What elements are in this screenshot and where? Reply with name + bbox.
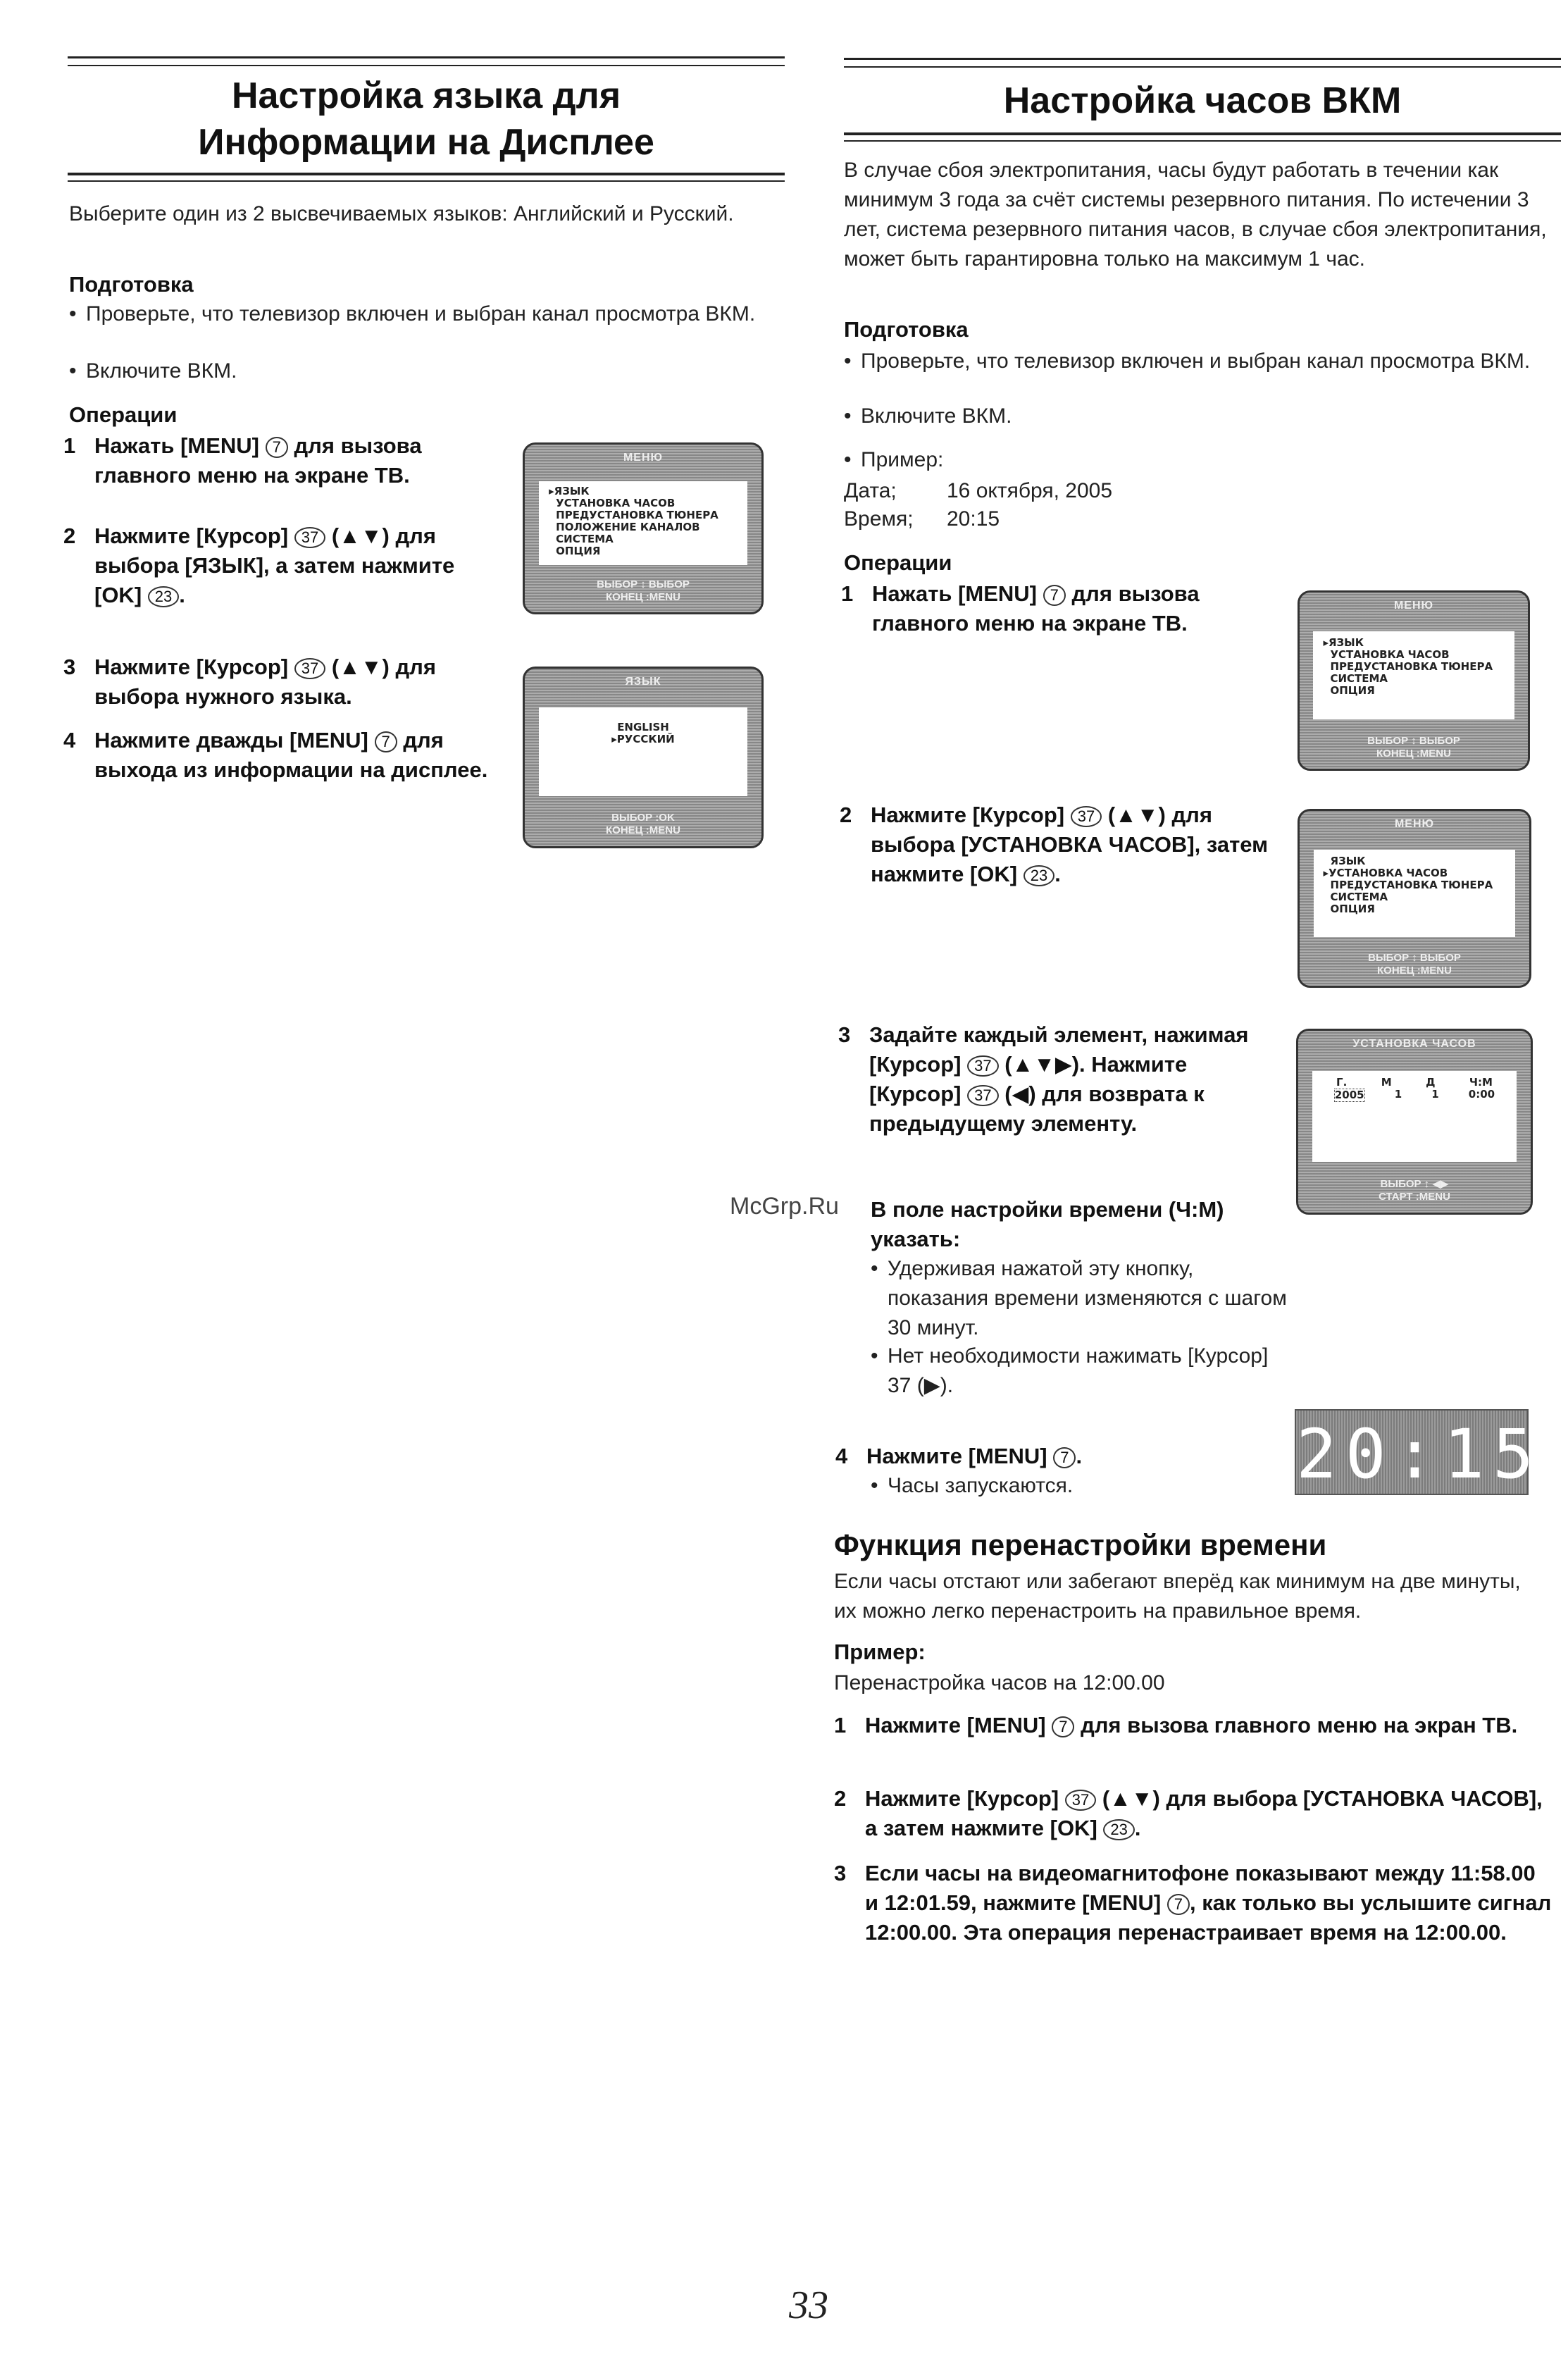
tv-screen-clock-set: УСТАНОВКА ЧАСОВ Г. М Д Ч:М 2005 1 1 0:00 ВЫБОР ↕ ◀▶ СТАРТ :MENU <box>1296 1029 1533 1215</box>
top-rule <box>68 56 785 58</box>
menu-key-icon: 7 <box>375 731 397 752</box>
menu-key-icon: 7 <box>1043 585 1066 606</box>
time-value: 20:15 <box>947 507 1000 531</box>
cursor-key-icon: 37 <box>967 1085 998 1106</box>
menu-key-icon: 7 <box>1052 1716 1074 1737</box>
prep-label: Подготовка <box>844 317 969 342</box>
ops-label: Операции <box>69 402 178 427</box>
top-rule-thin <box>68 65 785 66</box>
time-note-title: В поле настройки времени (Ч:М) указать: <box>871 1197 1224 1251</box>
time-note-item: • Нет необходимости нажимать [Курсор] 37 (▶). <box>871 1342 1289 1401</box>
title-rule-right-thin <box>844 140 1561 142</box>
cursor-key-icon: 37 <box>1065 1790 1096 1811</box>
tv-screen-main-menu: МЕНЮ ▸ЯЗЫК УСТАНОВКА ЧАСОВ ПРЕДУСТАНОВКА ТЮНЕРА ПОЛОЖЕНИЕ КАНАЛОВ СИСТЕМА ОПЦИЯ ВЫБОР ↕ ВЫБОР КОНЕЦ :MENU <box>523 442 764 614</box>
intro-text: Выберите один из 2 высвечиваемых языков: Английский и Русский. <box>69 202 734 225</box>
top-rule-right <box>844 58 1561 60</box>
prep-item: • Включите ВКМ. <box>69 357 797 386</box>
subsection-intro: Если часы отстают или забегают вперёд как минимум на две минуты, их можно легко перенастроить на правильное время. <box>834 1570 1521 1623</box>
tv-screen-language: ЯЗЫК ENGLISH ▸РУССКИЙ ВЫБОР :OK КОНЕЦ :MENU <box>523 667 764 848</box>
prep-item: • Проверьте, что телевизор включен и выбран канал просмотра ВКМ. <box>844 347 1568 376</box>
cursor-key-icon: 37 <box>294 527 325 548</box>
tv-screen-clock-menu: МЕНЮ ЯЗЫК ▸УСТАНОВКА ЧАСОВ ПРЕДУСТАНОВКА ТЮНЕРА СИСТЕМА ОПЦИЯ ВЫБОР ↕ ВЫБОР КОНЕЦ :MENU <box>1298 809 1531 988</box>
ops-label: Операции <box>844 550 952 575</box>
sub-example-label: Пример: <box>834 1640 926 1664</box>
page-title-left: Настройка языка для Информации на Дисплее <box>198 75 654 163</box>
time-label: Время; <box>844 507 914 531</box>
clock-intro-text: В случае сбоя электропитания, часы будут работать в течении как минимум 3 года за счёт системы резервного питания. По истечении 3 лет, система резервного питания часов, в случае сбоя электропитания, может быть гарантировна только на максимум 1 час. <box>844 159 1547 271</box>
menu-key-icon: 7 <box>1167 1894 1190 1915</box>
vcr-clock-display: 20:15 <box>1295 1409 1529 1495</box>
top-rule-right-thin <box>844 66 1561 68</box>
date-label: Дата; <box>844 479 897 502</box>
ok-key-icon: 23 <box>148 586 179 607</box>
example-bullet: • Пример: <box>844 445 943 475</box>
cursor-key-icon: 37 <box>294 658 325 679</box>
tv-screen-main-menu: МЕНЮ ▸ЯЗЫК УСТАНОВКА ЧАСОВ ПРЕДУСТАНОВКА ТЮНЕРА СИСТЕМА ОПЦИЯ ВЫБОР ↕ ВЫБОР КОНЕЦ :MENU <box>1298 590 1530 771</box>
page-title-right: Настройка часов ВКМ <box>1003 80 1402 121</box>
cursor-key-icon: 37 <box>967 1055 998 1077</box>
title-rule-thin <box>68 180 785 182</box>
sub-example: Перенастройка часов на 12:00.00 <box>834 1671 1165 1694</box>
menu-key-icon: 7 <box>266 437 288 458</box>
page-number: 33 <box>789 2284 828 2327</box>
date-value: 16 октября, 2005 <box>947 479 1113 502</box>
prep-item: • Проверьте, что телевизор включен и выбран канал просмотра ВКМ. <box>69 299 797 329</box>
subsection-title: Функция перенастройки времени <box>834 1528 1327 1561</box>
cursor-key-icon: 37 <box>1071 806 1102 827</box>
step4-note: • Часы запускаются. <box>871 1471 1282 1501</box>
ok-key-icon: 23 <box>1103 1819 1134 1840</box>
ok-key-icon: 23 <box>1023 865 1054 886</box>
title-rule-right <box>844 132 1561 135</box>
prep-item: • Включите ВКМ. <box>844 402 1568 431</box>
title-rule <box>68 173 785 175</box>
watermark: McGrp.Ru <box>730 1193 839 1220</box>
time-note-item: • Удерживая нажатой эту кнопку, показания времени изменяются с шагом 30 минут. <box>871 1254 1289 1343</box>
menu-key-icon: 7 <box>1053 1447 1076 1468</box>
prep-label: Подготовка <box>69 272 194 297</box>
